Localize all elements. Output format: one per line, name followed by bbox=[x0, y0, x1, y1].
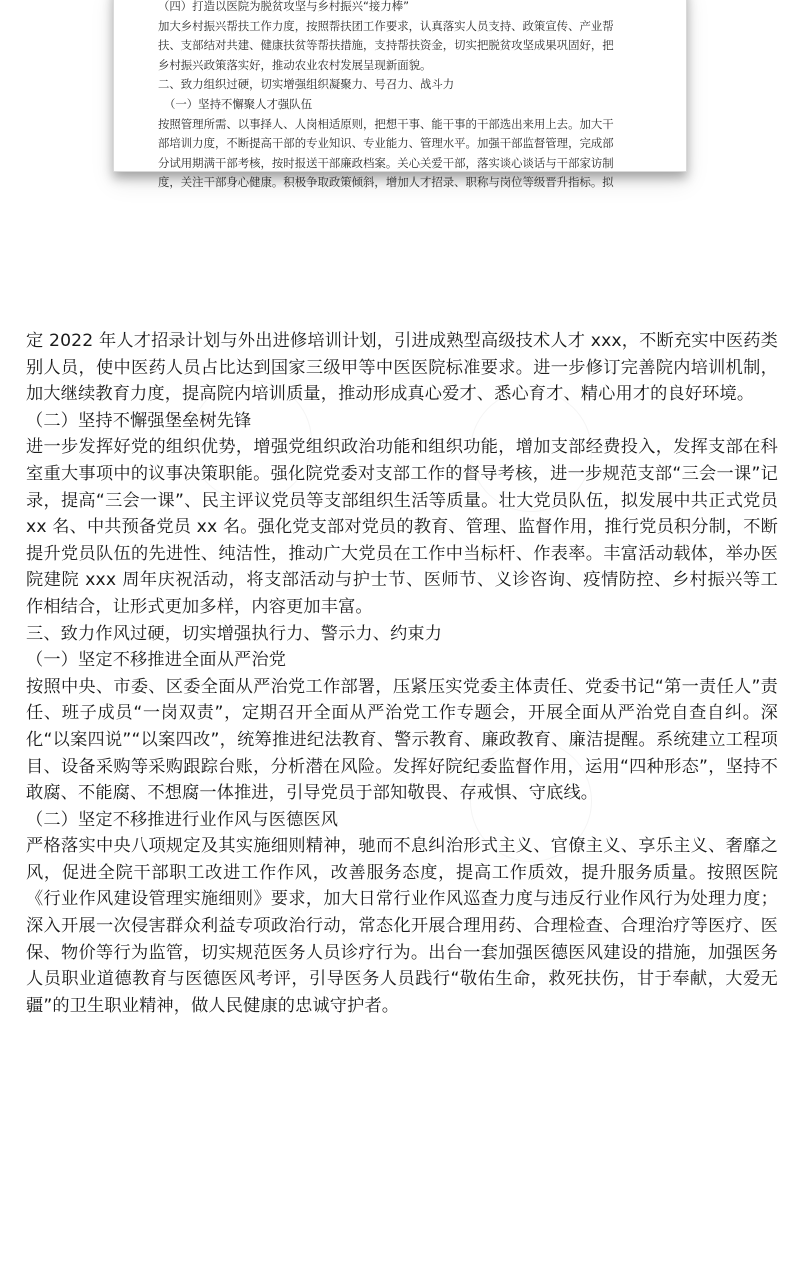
paragraph-party-organization: 进一步发挥好党的组织优势，增强党组织政治功能和组织功能，增加支部经费投入，发挥支部在科室重大事项中的议事决策职能。强化院党委对支部工作的督导考核，进一步规范支部“三会一课”记录，提高“三会一课”、民主评议党员等支部组织生活等质量。壮大党员队伍，拟发展中共正式党员 xx 名、中共预备党员 xx 名。强化党支部对党员的教育、管理、监督作用，推行党员积分制，不断提升党员队伍的先进性、纯洁性，推动广大党员在工作中当标杆、作表率。丰富活动载体，举办医院建院 xxx 周年庆祝活动，将支部活动与护士节、医师节、义诊咨询、疫情防控、乡村振兴等工作相结合，让形式更加多样，内容更加丰富。 bbox=[26, 437, 778, 617]
subheading-party-stronghold: （二）坚持不懈强堡垒树先锋 bbox=[26, 410, 252, 431]
preview-line: 扶、支部结对共建、健康扶贫等帮扶措施，支持帮扶资金，切实把脱贫攻坚成果巩固好，把 bbox=[158, 38, 614, 53]
preview-line: （四）打造以医院为脱贫攻坚与乡村振兴“接力棒” bbox=[158, 0, 410, 13]
article-body bbox=[26, 328, 778, 1019]
subheading-strict-governance: （一）坚定不移推进全面从严治党 bbox=[26, 650, 287, 671]
heading-section-three: 三、致力作风过硬，切实增强执行力、警示力、约束力 bbox=[26, 623, 443, 644]
subheading-medical-ethics: （二）坚定不移推进行业作风与医德医风 bbox=[26, 809, 339, 830]
preview-line: 二、致力组织过硬，切实增强组织凝聚力、号召力、战斗力 bbox=[158, 77, 455, 92]
preview-text-block bbox=[158, 0, 668, 193]
preview-line: 分试用期满干部考核，按时报送干部廉政档案。关心关爱干部，落实谈心谈话与干部家访制 bbox=[158, 155, 614, 170]
document-preview-card bbox=[113, 0, 687, 190]
preview-line: 按照管理所需、以事择人、人岗相适原则，把想干事、能干事的干部选出来用上去。加大干 bbox=[158, 116, 614, 131]
preview-line: 乡村振兴政策落实好，推动农业农村发展呈现新面貌。 bbox=[158, 57, 432, 72]
paragraph-talent-plan: 定 2022 年人才招录计划与外出进修培训计划，引进成熟型高级技术人才 xxx，不断充实中医药类别人员，使中医药人员占比达到国家三级甲等中医医院标准要求。进一步修订完善院内培训机制，加大继续教育力度，提高院内培训质量，推动形成真心爱才、悉心育才、精心用才的良好环境。 bbox=[26, 331, 778, 405]
preview-line: （一）坚持不懈聚人才强队伍 bbox=[164, 96, 313, 111]
preview-line: 度，关注干部身心健康。积极争取政策倾斜，增加人才招录、职称与岗位等级晋升指标。拟 bbox=[158, 175, 614, 190]
paragraph-strict-governance: 按照中央、市委、区委全面从严治党工作部署，压紧压实党委主体责任、党委书记“第一责任人”责任、班子成员“一岗双责”，定期召开全面从严治党工作专题会，开展全面从严治党自查自纠。深化“以案四说”“以案四改”，统筹推进纪法教育、警示教育、廉政教育、廉洁提醒。系统建立工程项目、设备采购等采购跟踪台账，分析潜在风险。发挥好院纪委监督作用，运用“四种形态”，坚持不敢腐、不能腐、不想腐一体推进，引导党员于部知敬畏、存戒惧、守底线。 bbox=[26, 676, 778, 804]
paragraph-medical-ethics: 严格落实中央八项规定及其实施细则精神，驰而不息纠治形式主义、官僚主义、享乐主义、奢靡之风，促进全院干部职工改进工作作风，改善服务态度，提高工作质效，提升服务质量。按照医院《行业作风建设管理实施细则》要求，加大日常行业作风巡查力度与违反行业作风行为处理力度；深入开展一次侵害群众利益专项政治行动，常态化开展合理用药、合理检查、合理治疗等医疗、医保、物价等行为监管，切实规范医务人员诊疗行为。出台一套加强医德医风建设的措施，加强医务人员职业道德教育与医德医风考评，引导医务人员践行“敬佑生命，救死扶伤，甘于奉献，大爱无疆”的卫生职业精神，做人民健康的忠诚守护者。 bbox=[26, 836, 778, 1016]
preview-line: 部培训力度，不断提高干部的专业知识、专业能力、管理水平。加强干部监督管理，完成部 bbox=[158, 136, 614, 151]
preview-line: 加大乡村振兴帮扶工作力度，按照帮扶团工作要求，认真落实人员支持、政策宣传、产业帮 bbox=[158, 18, 614, 33]
